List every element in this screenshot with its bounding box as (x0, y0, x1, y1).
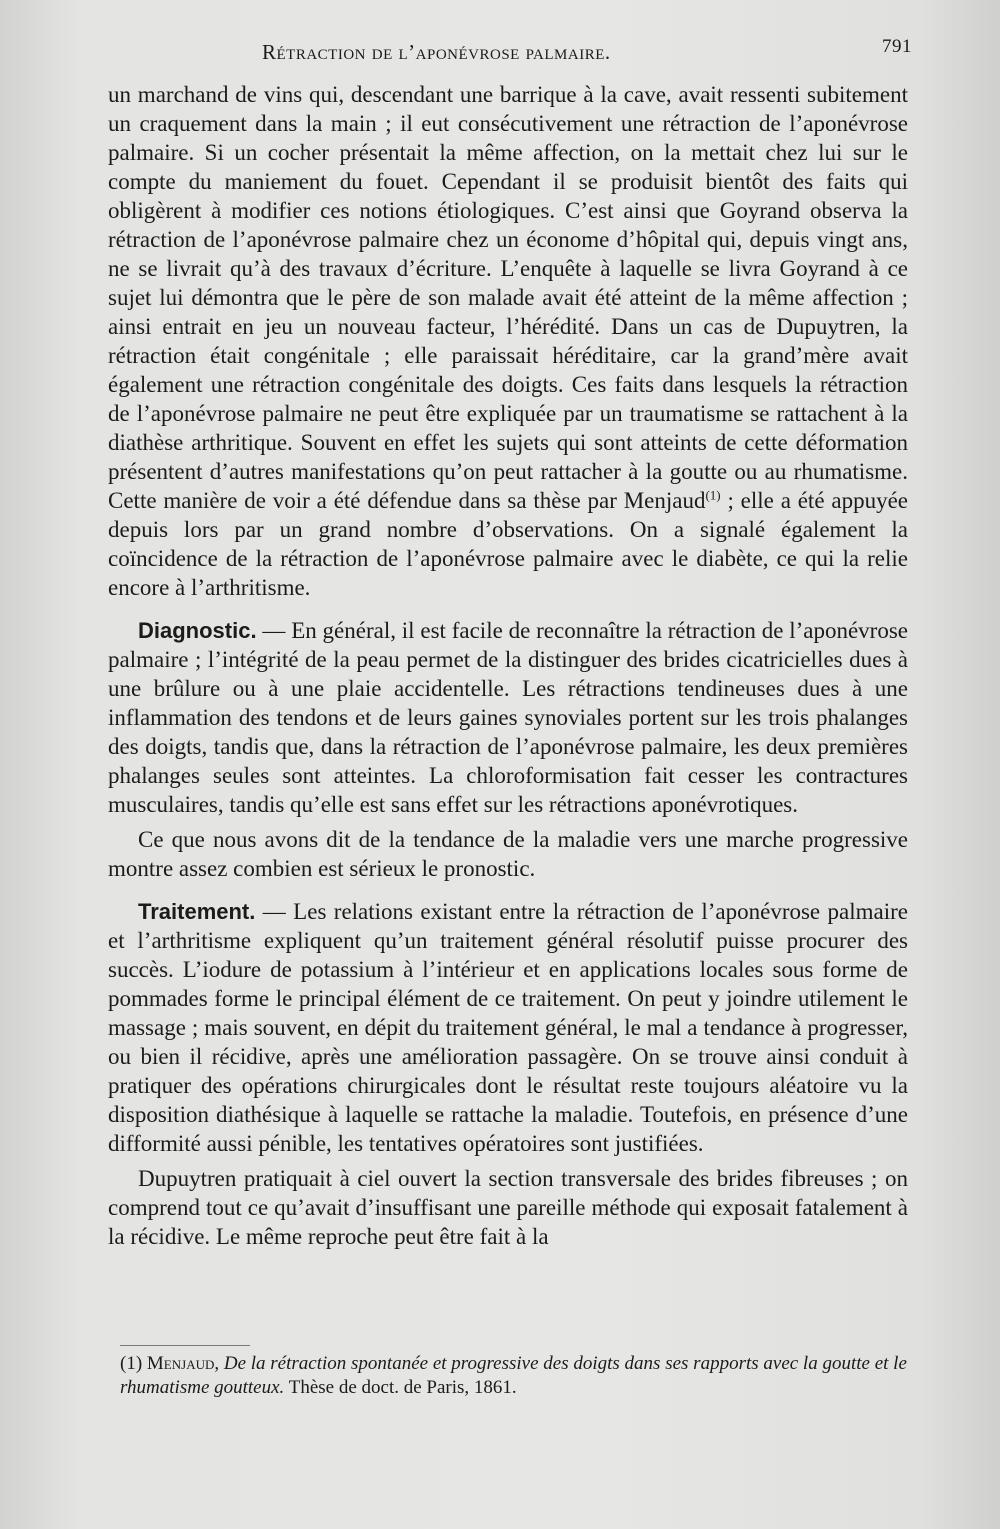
footnote-reference[interactable]: (1) (705, 487, 721, 503)
footnote-title: De la rétraction spontanée et progressive des doigts dans ses rapports avec la goutte et le rhumatisme goutteux. (120, 1353, 907, 1398)
body-text (108, 80, 908, 1251)
etiology-text: un marchand de vins qui, descendant une barrique à la cave, avait ressenti subitement un craquement dans la main ; il eut consécutivement une rétraction de l’aponévrose palmaire. Si un cocher présentait la même affection, on la mettait chez lui sur le compte du maniement du fouet. Cependant il se produisit bientôt des faits qui obligèrent à modifier ces notions étiologiques. C’est ainsi que Goyrand observa la rétraction de l’aponévrose palmaire chez un économe d’hôpital qui, depuis vingt ans, ne se livrait qu’à des travaux d’écriture. L’enquête à laquelle se livra Goyrand à ce sujet lui démontra que le père de son malade avait été atteint de la même affection ; ainsi entrait en jeu un nouveau facteur, l’hérédité. Dans un cas de Dupuytren, la rétraction était congénitale ; elle paraissait héréditaire, car la grand’mère avait également une rétraction congénitale des doigts. Ces faits dans lesquels la rétraction de l’aponévrose palmaire ne peut être expliquée par un traumatisme se rattachent à la diathèse arthritique. Souvent en effet les sujets qui sont atteints de cette déformation présentent d’autres manifestations qu’on peut rattacher à la goutte ou au rhumatisme. Cette manière de voir a été défendue dans sa thèse par Menjaud (108, 82, 908, 513)
paragraph-diagnostic (108, 616, 908, 819)
paragraph-etiology (108, 80, 908, 602)
running-title: Rétraction de l’aponévrose palmaire. (262, 40, 611, 64)
footnote-author: Menjaud, (146, 1353, 220, 1374)
footnote-divider (120, 1345, 250, 1346)
diagnostic-text: — En général, il est facile de reconnaître la rétraction de l’aponévrose palmaire ; l’intégrité de la peau permet de la distinguer des brides cicatricielles dues à une brûlure ou à une plaie accidentelle. Les rétractions tendineuses dues à une inflammation des tendons et de leurs gaines synoviales portent sur les trois phalanges des doigts, tandis que, dans la rétraction de l’aponévrose palmaire, les deux premières phalanges seules sont atteintes. La chloroformisation fait cesser les contractures musculaires, tandis qu’elle est sans effet sur les rétractions aponévrotiques. (108, 618, 908, 817)
running-header (262, 36, 912, 70)
paragraph-traitement (108, 897, 908, 1158)
page-number: 791 (882, 36, 912, 57)
paragraph-prognosis: Ce que nous avons dit de la tendance de la maladie vers une marche progressive montre assez combien est sérieux le pronostic. (108, 827, 908, 881)
traitement-heading: Traitement. (138, 899, 256, 924)
diagnostic-heading: Diagnostic. (138, 618, 257, 643)
footnote (120, 1352, 930, 1400)
footnote-marker: (1) (120, 1353, 143, 1374)
paragraph-dupuytren: Dupuytren pratiquait à ciel ouvert la section transversale des brides fibreuses ; on comprend tout ce qu’avait d’insuffisant une pareille méthode qui exposait fatalement à la récidive. Le même reproche peut être fait à la (108, 1166, 908, 1249)
footnote-citation: Thèse de doct. de Paris, 1861. (288, 1377, 517, 1398)
etiology-text-tail: ; elle a été appuyée depuis lors par un grand nombre d’observations. On a signalé également la coïncidence de la rétraction de l’aponévrose palmaire avec le diabète, ce qui la relie encore à l’arthritisme. (108, 488, 908, 600)
traitement-text: — Les relations existant entre la rétraction de l’aponévrose palmaire et l’arthritisme expliquent qu’un traitement général résolutif puisse procurer des succès. L’iodure de potassium à l’intérieur et en applications locales sous forme de pommades forme le principal élément de ce traitement. On peut y joindre utilement le massage ; mais souvent, en dépit du traitement général, le mal a tendance à progresser, ou bien il récidive, après une amélioration passagère. On se trouve ainsi conduit à pratiquer des opérations chirurgicales dont le résultat reste toujours aléatoire vu la disposition diathésique à laquelle se rattache la maladie. Toutefois, en présence d’une difformité aussi pénible, les tentatives opératoires sont justifiées. (108, 899, 908, 1156)
